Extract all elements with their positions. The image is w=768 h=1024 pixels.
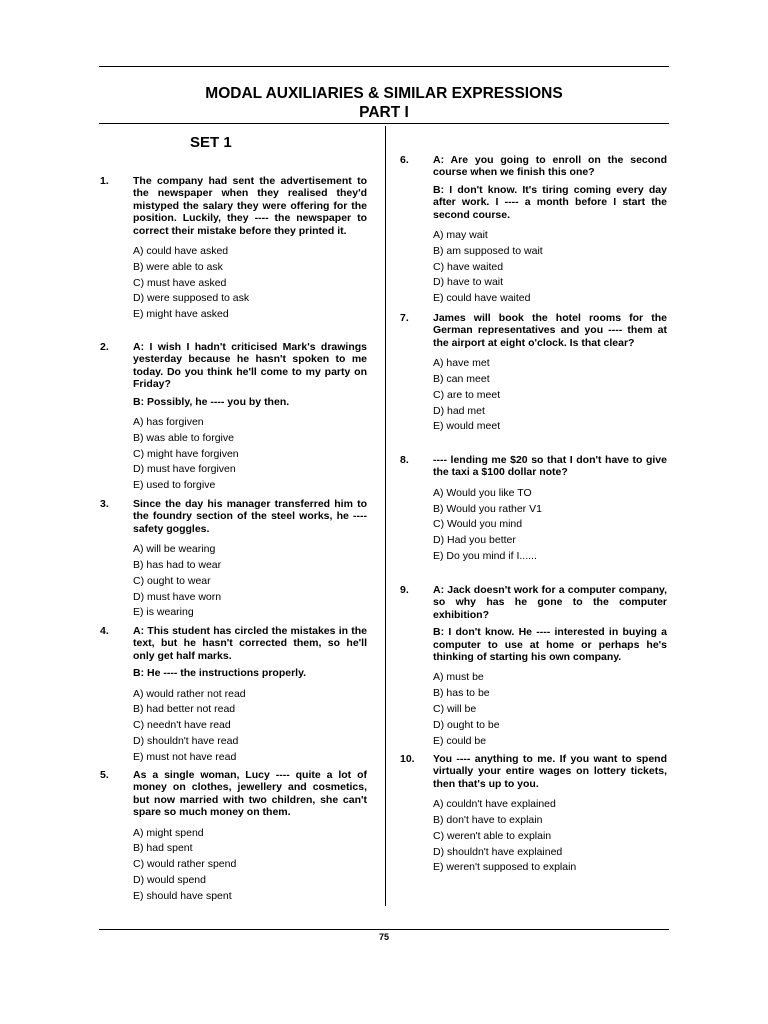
question-number: 7. [400,312,409,324]
question-response: B: He ---- the instructions properly. [133,667,307,680]
option-e: E) could be [433,734,487,747]
option-d: D) must have forgiven [133,463,236,476]
question-text: A: I wish I hadn't criticised Mark's drawings yesterday because he hasn't spoken to me today. Do you think he'll come to my party on Friday? [133,341,367,391]
option-b: B) has to be [433,687,490,700]
page-title: MODAL AUXILIARIES & SIMILAR EXPRESSIONS [205,85,563,102]
question-text: A: Are you going to enroll on the second course when we finish this one? [433,154,667,179]
option-e: E) could have waited [433,292,531,305]
option-d: D) ought to be [433,718,500,731]
question-text: A: This student has circled the mistakes in the text, but he hasn't corrected them, so he'll only get half marks. [133,625,367,662]
option-e: E) is wearing [133,606,194,619]
question-text: ---- lending me $20 so that I don't have to give the taxi a $100 dollar note? [433,454,667,479]
option-a: A) may wait [433,229,488,242]
question-number: 1. [100,175,109,187]
option-a: A) will be wearing [133,543,216,556]
option-e: E) would meet [433,420,501,433]
option-d: D) have to wait [433,276,504,289]
option-d: D) shouldn't have explained [433,845,563,858]
option-b: B) can meet [433,373,490,386]
option-c: C) would rather spend [133,858,237,871]
option-d: D) were supposed to ask [133,292,250,305]
question-text: Since the day his manager transferred him to the foundry section of the steel works, he ---- safety goggles. [133,498,367,535]
question-number: 8. [400,454,409,466]
option-a: A) have met [433,357,490,370]
option-c: C) Would you mind [433,518,523,531]
option-d: D) would spend [133,874,206,887]
page-number: 75 [378,932,389,942]
option-c: C) ought to wear [133,574,211,587]
option-e: E) Do you mind if I...... [433,550,537,562]
question-text: A: Jack doesn't work for a computer company, so why has he gone to the computer exhibition? [433,584,667,621]
option-c: C) weren't able to explain [433,829,552,842]
option-a: A) Would you like TO [433,486,532,499]
set-title: SET 1 [190,134,232,151]
question-number: 4. [100,625,109,637]
question-response: B: I don't know. It's tiring coming every day after work. I ---- a month before I start the second course. [433,183,667,221]
option-e: E) should have spent [133,889,232,902]
option-a: A) would rather not read [133,687,246,700]
option-d: D) had met [433,404,485,417]
option-b: B) had better not read [133,703,236,716]
option-d: D) must have worn [133,590,222,603]
option-c: C) needn't have read [133,719,231,732]
option-b: B) don't have to explain [433,814,543,827]
question-text: You ---- anything to me. If you want to spend virtually your entire wages on lottery tickets, then that's up to you. [433,753,667,790]
footer-rule [99,929,669,930]
question-number: 3. [100,498,109,510]
question-text: The company had sent the advertisement to the newspaper when they realised they'd mistyped the salary they were offering for the position. Luckily, they ---- the newspaper to correct their mistake before they printed it. [133,175,367,237]
option-b: B) was able to forgive [133,431,234,444]
option-e: E) used to forgive [133,479,216,492]
question-number: 2. [100,341,109,353]
option-c: C) are to meet [433,388,501,401]
option-e: E) weren't supposed to explain [433,861,577,874]
option-a: A) must be [433,671,484,684]
top-rule [99,66,669,67]
option-e: E) might have asked [133,308,229,321]
option-a: A) might spend [133,826,204,839]
option-b: B) had spent [133,842,193,855]
option-a: A) has forgiven [133,416,204,429]
question-text: James will book the hotel rooms for the German representatives and you ---- them at the airport at eight o'clock. Is that clear? [433,312,667,349]
option-c: C) have waited [433,260,504,273]
option-c: C) will be [433,703,477,716]
option-b: B) Would you rather V1 [433,502,542,515]
header-bottom-rule [99,123,669,124]
question-number: 10. [400,753,415,765]
option-a: A) couldn't have explained [433,798,556,811]
option-c: C) must have asked [133,276,227,289]
option-b: B) were able to ask [133,260,223,273]
option-a: A) could have asked [133,245,229,258]
option-b: B) has had to wear [133,559,222,572]
option-c: C) might have forgiven [133,447,239,460]
column-divider [385,126,386,906]
question-number: 6. [400,154,409,166]
page-subtitle: PART I [359,104,409,121]
question-text: As a single woman, Lucy ---- quite a lot of money on clothes, jewellery and cosmetics, but now married with two children, she can't spare so much money on them. [133,769,367,819]
option-d: D) Had you better [433,534,516,547]
option-b: B) am supposed to wait [433,244,543,257]
question-number: 5. [100,769,109,781]
option-d: D) shouldn't have read [133,735,239,748]
question-response: B: Possibly, he ---- you by then. [133,395,290,408]
question-response: B: I don't know. He ---- interested in buying a computer to use at home or perhaps he's thinking of starting his own company. [433,626,667,664]
question-number: 9. [400,584,409,596]
option-e: E) must not have read [133,750,237,763]
